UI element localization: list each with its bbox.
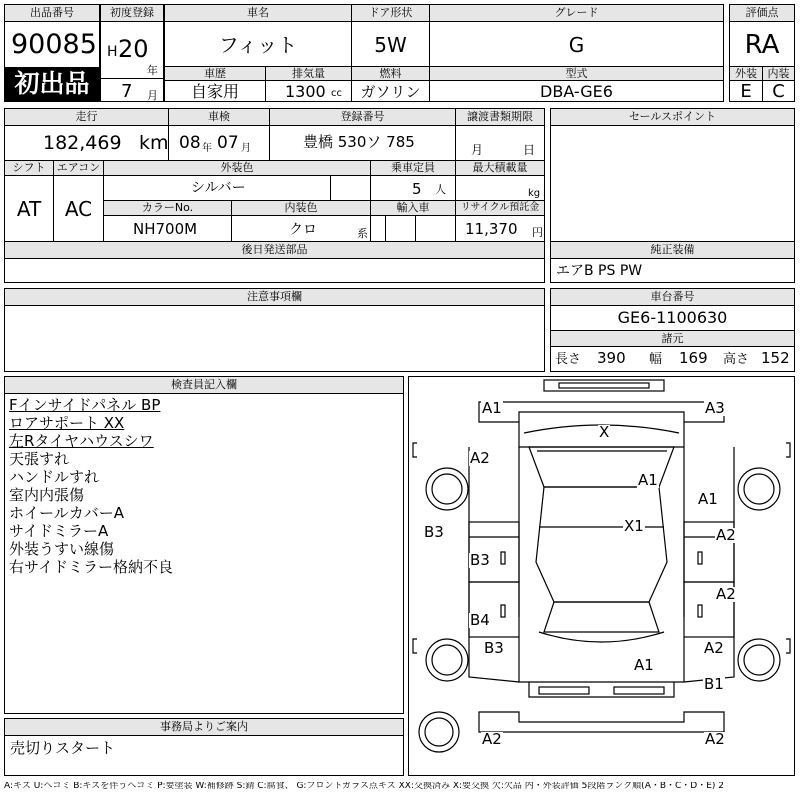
damage-mark: A2 — [716, 526, 736, 544]
color-no: NH700M — [133, 220, 198, 238]
ac: AC — [64, 197, 93, 221]
damage-mark: B3 — [470, 551, 490, 569]
interior-color: クロ — [289, 222, 317, 238]
insp-year-unit: 年 — [202, 143, 212, 154]
damage-mark: A2 — [716, 585, 736, 603]
score-box — [729, 4, 795, 102]
damage-mark: B3 — [484, 639, 504, 657]
remark-item: Fインサイドパネル BP — [9, 396, 161, 414]
damage-mark: A1 — [698, 490, 718, 508]
insp-month: 07 — [217, 133, 239, 153]
insp-month-unit: 月 — [241, 143, 251, 154]
score: RA — [744, 30, 780, 60]
reg-year: 20 — [118, 35, 149, 63]
height-label: 高さ — [723, 352, 750, 367]
damage-mark: B4 — [470, 611, 490, 629]
damage-mark: A2 — [704, 639, 724, 657]
transfer-day: 日 — [523, 143, 536, 157]
remark-item: 左Rタイヤハウスシワ — [9, 432, 154, 450]
shift: AT — [16, 197, 42, 221]
mileage-label: 走行 — [5, 109, 168, 126]
damage-mark: A1 — [638, 471, 658, 489]
score-label: 評価点 — [730, 5, 794, 22]
exterior-color: シルバー — [191, 180, 246, 196]
ext-grade: E — [740, 81, 752, 102]
remark-item: 右サイドミラー格納不良 — [9, 558, 173, 576]
car-diagram — [408, 376, 795, 776]
color-label: 外装色 — [104, 161, 370, 176]
later-parts-label: 後日発送部品 — [5, 242, 544, 259]
remark-item: ホイールカバーA — [9, 504, 124, 522]
later-parts-box — [4, 241, 545, 283]
transfer-month: 月 — [471, 143, 484, 157]
lot-no-label: 出品番号 — [5, 5, 99, 22]
equipment-box — [550, 241, 795, 283]
notes-label: 注意事項欄 — [5, 289, 544, 306]
month-unit: 月 — [147, 89, 158, 102]
first-sale-badge: 初出品 — [5, 67, 99, 101]
color-no-label: カラーNo. — [104, 201, 231, 216]
damage-mark: A2 — [705, 730, 725, 748]
int-color-label: 内装色 — [232, 201, 370, 216]
yen-unit: 円 — [532, 226, 543, 239]
transfer-label: 譲渡書類期限 — [456, 109, 544, 126]
sales-point-box — [550, 108, 795, 242]
model-label: 型式 — [430, 67, 723, 81]
km-unit: km — [139, 132, 169, 154]
damage-mark: A2 — [482, 730, 502, 748]
remark-item: ロアサポート XX — [9, 414, 125, 432]
history-label: 車歴 — [165, 67, 265, 81]
cc-unit: cc — [331, 88, 342, 99]
remark-item: サイドミラーA — [9, 522, 109, 540]
lot-box — [4, 4, 100, 102]
remark-item: 室内内張傷 — [9, 486, 85, 504]
office-text: 売切りスタート — [10, 739, 116, 757]
kg-unit: kg — [528, 188, 541, 199]
remarks-list — [5, 396, 403, 576]
damage-mark: X1 — [624, 517, 644, 535]
capacity: 5 — [412, 180, 422, 198]
height: 152 — [761, 349, 790, 367]
damage-mark: A2 — [470, 449, 490, 467]
width: 169 — [679, 349, 708, 367]
first-reg-box — [100, 4, 164, 102]
reg-month: 7 — [121, 81, 133, 102]
load-label: 最大積載量 — [456, 161, 544, 176]
capacity-label: 乗車定員 — [371, 161, 455, 176]
notes-box — [4, 288, 545, 372]
length: 390 — [597, 349, 626, 367]
inspector-box — [4, 376, 404, 714]
grade-label: グレード — [430, 5, 723, 22]
chassis-label: 車台番号 — [551, 289, 794, 306]
inspector-label: 検査員記入欄 — [5, 377, 403, 394]
first-reg-label: 初度登録 — [101, 5, 163, 22]
equipment: エアB PS PW — [556, 263, 643, 279]
kei-unit: 系 — [357, 227, 368, 240]
damage-mark: A3 — [705, 399, 725, 417]
length-label: 長さ — [555, 352, 582, 367]
remark-item: ハンドルすれ — [9, 468, 100, 486]
fuel-label: 燃料 — [352, 67, 429, 81]
car-name-label: 車名 — [165, 5, 351, 22]
era: H — [107, 44, 118, 60]
chassis-no: GE6-1100630 — [617, 308, 728, 327]
office-label: 事務局よりご案内 — [5, 719, 403, 736]
remark-item: 天張すれ — [9, 450, 70, 468]
year-unit: 年 — [147, 64, 158, 77]
width-label: 幅 — [649, 352, 663, 367]
door-label: ドア形状 — [352, 5, 429, 22]
mileage: 182,469 — [43, 132, 122, 154]
damage-mark: A1 — [482, 399, 502, 417]
reg-no-label: 登録番号 — [270, 109, 455, 126]
damage-mark: B3 — [424, 523, 444, 541]
damage-mark: A1 — [634, 656, 654, 674]
model: DBA-GE6 — [540, 82, 613, 101]
car-name: フィット — [218, 33, 298, 57]
person-unit: 人 — [435, 183, 446, 196]
insp-year: 08 — [179, 133, 201, 153]
door-type: 5W — [374, 33, 407, 57]
lot-no: 90085 — [11, 29, 97, 60]
equipment-label: 純正装備 — [551, 242, 794, 259]
history: 自家用 — [190, 82, 239, 101]
recycle-label: リサイクル預託金 — [456, 201, 544, 216]
grade: G — [568, 33, 585, 57]
dims-label: 諸元 — [551, 331, 794, 347]
inspection-label: 車検 — [169, 109, 269, 126]
damage-mark: B1 — [704, 675, 724, 693]
ac-label: エアコン — [54, 161, 103, 176]
fuel: ガソリン — [360, 83, 421, 101]
displacement: 1300 — [285, 82, 326, 101]
import-label: 輸入車 — [371, 201, 455, 216]
car-info-box — [164, 4, 724, 102]
shift-label: シフト — [5, 161, 53, 176]
legend: A:キズ U:ヘコミ B:キズを伴うヘコミ P:要塗装 W:補修跡 S:錆 C:腐食、 G:フロントガラス点キズ XX:交換済み X:要交換 欠:欠品 内・外装評価 5段階ランク順(A・B・C・D・E) 2 — [4, 782, 725, 791]
office-box — [4, 718, 404, 776]
sales-point-label: セールスポイント — [551, 109, 794, 126]
ext-label: 外装 — [730, 67, 762, 81]
displ-label: 排気量 — [266, 67, 351, 81]
chassis-box — [550, 288, 795, 372]
detail-box — [4, 108, 545, 242]
int-grade: C — [772, 81, 785, 102]
recycle-fee: 11,370 — [465, 220, 518, 238]
damage-mark: X — [599, 423, 610, 441]
reg-no: 豊橋 530ソ 785 — [303, 133, 415, 151]
int-label: 内装 — [763, 67, 794, 81]
remark-item: 外装うすい線傷 — [9, 540, 115, 558]
